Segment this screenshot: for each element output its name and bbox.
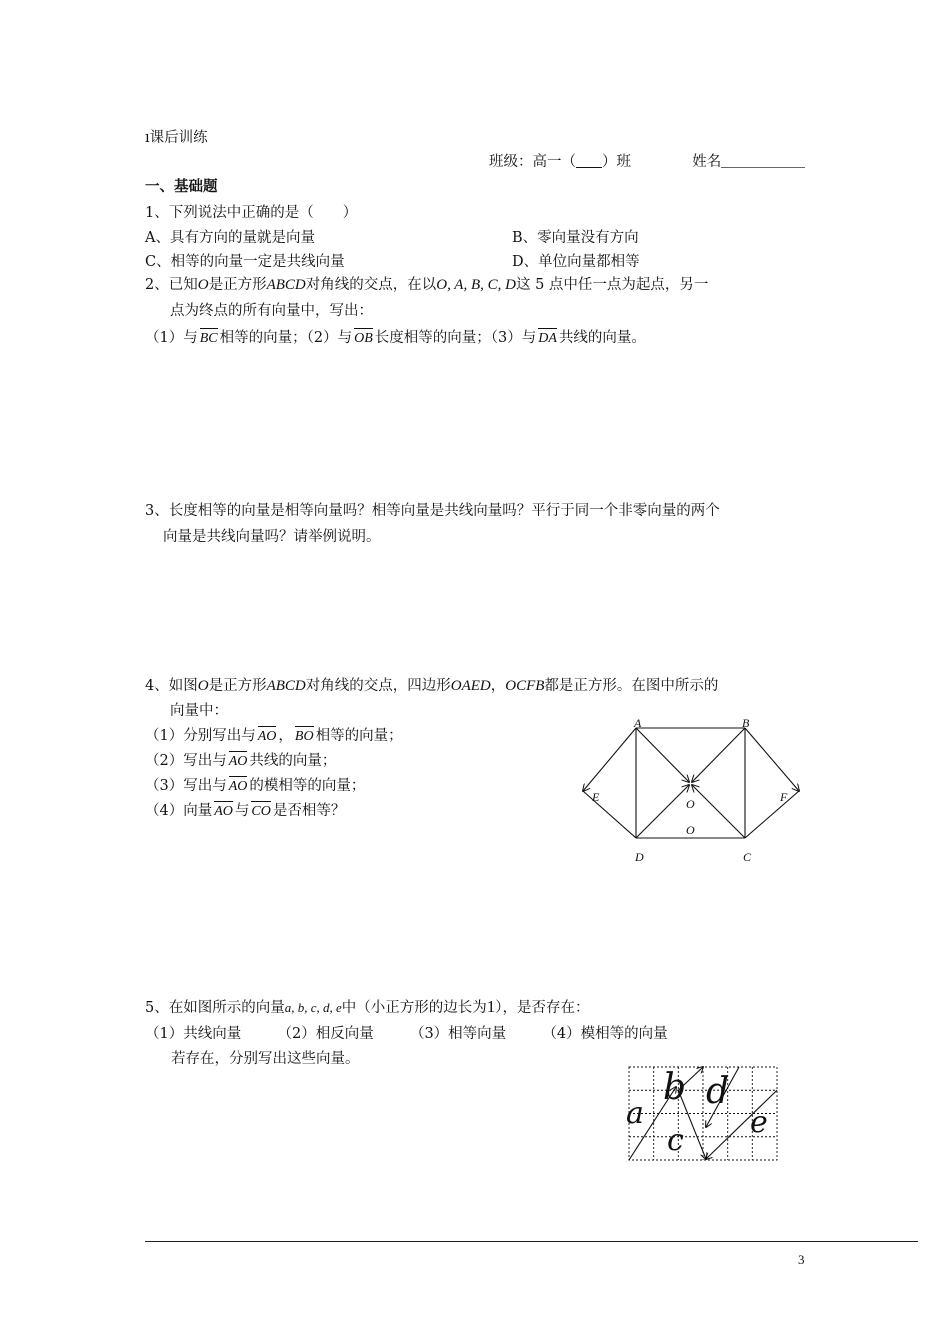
class-name-line — [489, 152, 805, 172]
vector-d-label: d — [706, 1071, 730, 1112]
label-o-lower: O — [686, 823, 695, 837]
q5-one: 1 — [486, 997, 496, 1016]
q2-p3: 对角线的交点，在以 — [305, 277, 437, 293]
footer-rule — [145, 1241, 918, 1242]
q4-line1 — [145, 676, 718, 696]
q4-p2: 是正方形 — [208, 678, 267, 694]
q2-s1a: （1）与 — [145, 330, 198, 346]
vector-ao: AO — [229, 774, 248, 797]
q5-p3: ），是否存在： — [495, 1000, 590, 1016]
q4-i2b: 共线的向量； — [249, 753, 337, 769]
q2-p4: 这 5 点中任一点为起点，另一 — [515, 277, 709, 293]
q5-vars: a, b, c, d, e — [284, 1000, 342, 1015]
square-figure — [575, 712, 805, 872]
label-f: F — [780, 790, 788, 804]
q2-p2: 是正方形 — [208, 277, 267, 293]
q3-line1: 3、长度相等的向量是相等向量吗？相等向量是共线向量吗？平行于同一个非零向量的两个 — [145, 503, 720, 519]
q4-i4c: 是否相等？ — [272, 803, 346, 819]
q4-line2: 向量中： — [170, 703, 228, 719]
q2-points: O, A, B, C, D — [436, 277, 516, 293]
q4-item4 — [145, 799, 345, 822]
q5-p1: 5、在如图所示的向量 — [145, 1000, 285, 1016]
grid-figure — [626, 1065, 781, 1163]
q5-items: （1）共线向量 （2）相反向量 （3）相等向量 （4）模相等的向量 — [145, 1026, 668, 1042]
vector-e-label: e — [750, 1105, 768, 1140]
vector-a-label: a — [626, 1096, 644, 1131]
q2-line3 — [145, 326, 646, 349]
q2-s1b: 相等的向量；（2）与 — [219, 330, 353, 346]
q4-i4b: 与 — [234, 803, 250, 819]
q2-line2: 点为终点的所有向量中，写出： — [170, 303, 373, 319]
q4-abcd: ABCD — [266, 678, 306, 694]
q4-i1c: 相等的向量； — [315, 728, 403, 744]
q2-s2b: 长度相等的向量；（3）与 — [374, 330, 537, 346]
q2-abcd: ABCD — [266, 277, 306, 293]
vector-ao: AO — [258, 724, 277, 747]
vector-da: DA — [538, 326, 557, 349]
q4-i3b: 的模相等的向量； — [249, 778, 366, 794]
q3-line2: 向量是共线向量吗？请举例说明。 — [163, 529, 381, 545]
vector-b-label: b — [663, 1067, 687, 1108]
vector-b-f — [745, 728, 799, 791]
q4-oaed: OAED — [450, 678, 491, 694]
q4-o: O — [197, 678, 209, 694]
vector-ob: OB — [354, 326, 373, 349]
vector-bc: BC — [200, 326, 218, 349]
q4-comma: ， — [490, 678, 506, 694]
page-number: 3 — [798, 1252, 805, 1267]
q4-p3: 对角线的交点，四边形 — [305, 678, 451, 694]
class-label: 班级：高一（ — [489, 154, 576, 170]
vector-ao: AO — [214, 799, 233, 822]
q5-line3: 若存在，分别写出这些向量。 — [171, 1051, 360, 1067]
vector-a-e — [583, 728, 636, 791]
section-title-text: 课后训练 — [149, 130, 208, 146]
segment-f-c — [745, 791, 799, 838]
class-suffix: ）班 — [602, 154, 631, 170]
q4-i1b: ， — [278, 728, 293, 744]
label-a: A — [634, 716, 642, 730]
q2-line1 — [145, 275, 708, 295]
vector-c-label: c — [667, 1123, 684, 1158]
q4-p4: 都是正方形。在图中所示的 — [544, 678, 719, 694]
q1-stem: 1、下列说法中正确的是（ ） — [145, 205, 358, 221]
q4-i1a: （1）分别写出与 — [145, 728, 256, 744]
vector-co: CO — [251, 799, 270, 822]
vector-a-o — [636, 728, 689, 782]
q2-p1: 2、已知 — [145, 277, 198, 293]
q2-s3b: 共线的向量。 — [558, 330, 646, 346]
vector-bo: BO — [295, 724, 314, 747]
name-blank[interactable] — [721, 153, 805, 168]
name-label: 姓名 — [692, 154, 722, 170]
q1-option-a: A、具有方向的量就是向量 — [145, 230, 315, 246]
class-blank[interactable] — [576, 153, 602, 168]
q4-item2 — [145, 749, 336, 772]
q1-option-c: C、相等的向量一定是共线向量 — [145, 254, 345, 270]
vector-ao: AO — [229, 749, 248, 772]
q1-option-b: B、零向量没有方向 — [512, 230, 639, 246]
q4-item3 — [145, 774, 365, 797]
section1-title: 一、基础题 — [145, 178, 218, 195]
vector-b-o — [692, 728, 745, 782]
label-b: B — [742, 716, 750, 730]
q4-ocfb: OCFB — [505, 678, 545, 694]
vector-c-o — [692, 785, 745, 838]
q4-p1: 4、如图 — [145, 678, 198, 694]
q4-item1 — [145, 724, 403, 747]
segment-e-d — [583, 791, 636, 838]
label-d: D — [635, 850, 644, 864]
q1-option-d: D、单位向量都相等 — [512, 254, 640, 270]
vector-d-o — [636, 785, 689, 838]
section-title: ı课后训练 — [145, 130, 208, 146]
label-c: C — [743, 850, 752, 864]
q4-i4a: （4）向量 — [145, 803, 213, 819]
label-o: O — [686, 797, 695, 811]
q5-line1 — [145, 997, 590, 1018]
q5-p2: 中（小正方形的边长为 — [341, 1000, 487, 1016]
q4-i2a: （2）写出与 — [145, 753, 227, 769]
q2-o: O — [197, 277, 209, 293]
label-e: E — [592, 790, 600, 804]
q4-i3a: （3）写出与 — [145, 778, 227, 794]
